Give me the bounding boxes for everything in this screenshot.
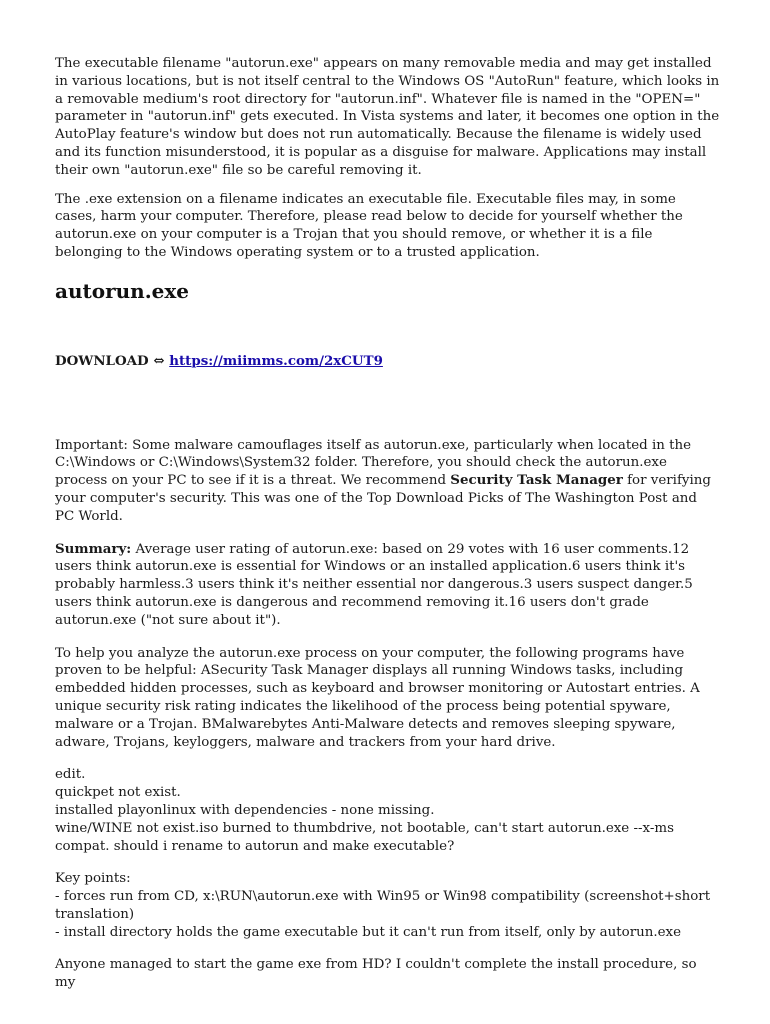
last-paragraph: Anyone managed to start the game exe from HD? I couldn't complete the install procedure, so my	[55, 957, 697, 991]
arrow-icon: ⇔	[153, 352, 165, 369]
summary-paragraph	[55, 541, 720, 630]
edit-line: installed playonlinux with dependencies - none missing.	[55, 802, 435, 818]
security-task-manager-bold: Security Task Manager	[450, 472, 623, 489]
key-points-block	[55, 870, 720, 941]
summary-label: Summary:	[55, 540, 132, 557]
download-link[interactable]: https://miimms.com/2xCUT9	[169, 352, 383, 369]
key-point-item: - install directory holds the game executable but it can't run from itself, only by autorun.exe	[55, 924, 682, 940]
important-paragraph	[55, 437, 720, 526]
download-label: DOWNLOAD	[55, 352, 149, 369]
key-points-heading: Key points:	[55, 871, 131, 887]
edit-block	[55, 766, 720, 855]
download-line	[55, 353, 720, 371]
edit-line: wine/WINE not exist.iso burned to thumbdrive, not bootable, can't start autorun.exe --x-ms compat. should i rename to autorun and make executable?	[55, 820, 674, 854]
intro-paragraph-2: The .exe extension on a filename indicates an executable file. Executable files may, in some cases, harm your computer. Therefore, please read below to decide for yourself whether the autorun.exe on your computer is a Trojan that you should remove, or whether it is a file belonging to the Windows operating system or to a trusted application.	[55, 191, 683, 260]
page-heading: autorun.exe	[55, 278, 190, 303]
important-text-end: for verifying your computer's security. This was one of the Top Download Picks of The Washington Post and PC World.	[55, 473, 711, 524]
edit-line: quickpet not exist.	[55, 785, 181, 801]
summary-text: Average user rating of autorun.exe: based on 29 votes with 16 user comments.12 users think autorun.exe is essential for Windows or an installed application.6 users think it's probably harmless.3 users think it's neither essential nor dangerous.3 users suspect danger.5 users think autorun.exe is dangerous and recommend removing it.16 users don't grade autorun.exe ("not sure about it").	[55, 541, 693, 628]
edit-line: edit.	[55, 767, 86, 783]
intro-paragraph-1: The executable filename "autorun.exe" appears on many removable media and may get installed in various locations, but is not itself central to the Windows OS "AutoRun" feature, which looks in a removable medium's root directory for "autorun.inf". Whatever file is named in the "OPEN=" parameter in "autorun.inf" gets executed. In Vista systems and later, it becomes one option in the AutoPlay feature's window but does not run automatically. Because the filename is widely used and its function misunderstood, it is popular as a disguise for malware. Applications may install their own "autorun.exe" file so be careful removing it.	[55, 56, 720, 178]
important-text-start: Important: Some malware camouflages itself as autorun.exe, particularly when located in the C:\Windows or C:\Windows\System32 folder. Therefore, you should check the autorun.exe process on your PC to see if it is a threat. We recommend	[55, 437, 692, 489]
document-body	[55, 55, 720, 992]
key-point-item: - forces run from CD, x:\RUN\autorun.exe with Win95 or Win98 compatibility (screenshot+short translation)	[55, 889, 711, 922]
analyze-paragraph: To help you analyze the autorun.exe process on your computer, the following programs have proven to be helpful: ASecurity Task Manager displays all running Windows tasks, including embedded hidden processes, such as keyboard and browser monitoring or Autostart entries. A unique security risk rating indicates the likelihood of the process being potential spyware, malware or a Trojan. BMalwarebytes Anti-Malware detects and removes sleeping spyware, adware, Trojans, keyloggers, malware and trackers from your hard drive.	[55, 645, 700, 750]
